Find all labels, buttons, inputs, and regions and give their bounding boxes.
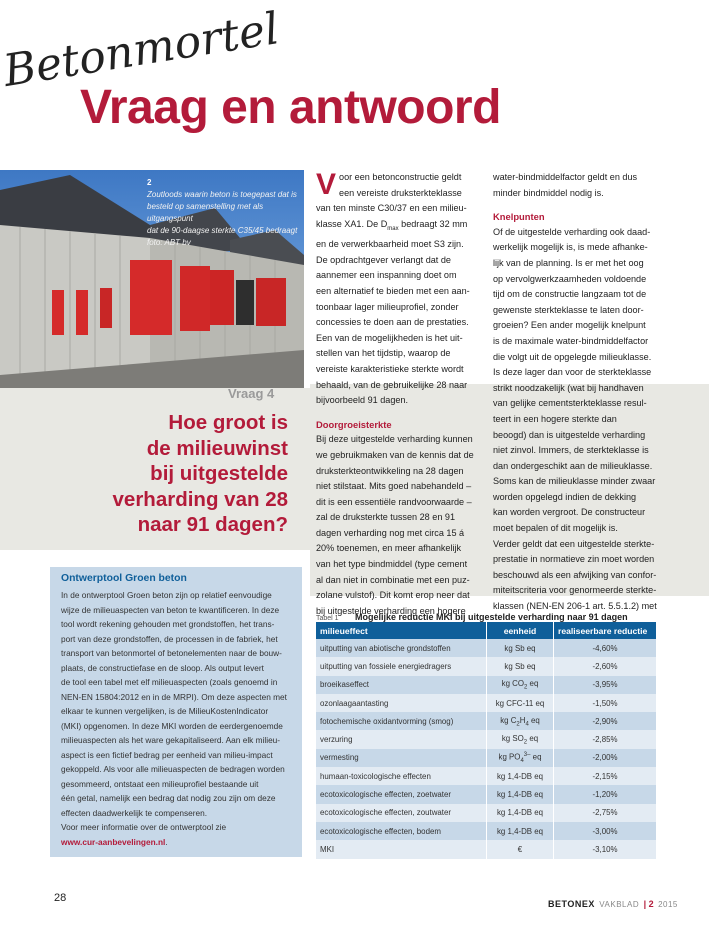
subhead-doorgroeisterkte: Doorgroeisterkte	[316, 418, 392, 430]
table-row: fotochemische oxidantvorming (smog) kg $C_2H_4$ eq -2,90%	[316, 712, 657, 730]
table-row: MKI € -3,10%	[316, 840, 657, 858]
article-column-1: V oor een betonconstructie geldt een vereiste druksterkteklasse van ten minste C30/37 en een milieu- klasse XA1. De $D_{max}$ bedraagt 32 mm en de verwerkbaarheid moet S3 zijn. De opdrachtgever verlangt dat de aannemer een inspanning doet om een alternatief te bieden met een aan- toonbaar lager milieuprofiel, zonder concessies te doen aan de prestaties. Een van de mogelijkheden is het uit- stellen van het tijdstip, waarop de vereiste karakteristieke sterkte wordt behaald, van de gebruikelijke 28 naar bijvoorbeeld 91 dagen. Doorgroeisterkte Bij deze uitgestelde verharding kunnen we gebruikmaken van de kennis dat de druksterkteontwikkeling na 28 dagen niet stilstaat. Mits goed nabehandeld – dit is een essentiële randvoorwaarde – zal de druksterkte tussen 28 en 91 dagen verharding nog met circa 15 á 20% toenemen, en meer afhankelijk van het type bindmiddel (type cement al dan niet in combinatie met een puz- zolane vulstof). Dit komt erop neer dat bij uitgestelde verharding een hogere	[316, 170, 484, 619]
table-title: Mogelijke reductie MKI bij uitgestelde verharding naar 91 dagen	[355, 612, 628, 622]
mki-table	[316, 622, 657, 859]
photo-caption: Zoutloods waarin beton is toegepast dat is besteld op samenstelling met als uitgangspunt dat de 90-daagse sterkte C35/45 bedraagt foto: ABT bv	[147, 190, 298, 247]
table-row: ozonlaagaantasting kg CFC-11 eq -1,50%	[316, 694, 657, 712]
table-row: humaan-toxicologische effecten kg 1,4-DB eq -2,15%	[316, 767, 657, 785]
table-row: uitputting van abiotische grondstoffen kg Sb eq -4,60%	[316, 639, 657, 657]
brand-logo: BETONEX	[548, 899, 595, 909]
table-row: verzuring kg $SO_2$ eq -2,85%	[316, 730, 657, 748]
question-label: Vraag 4	[228, 386, 275, 401]
page-title: Vraag en antwoord	[80, 81, 501, 134]
info-box-title: Ontwerptool Groen beton	[61, 573, 187, 584]
question-text: Hoe groot is de milieuwinst bij uitgestelde verharding van 28 naar 91 dagen?	[112, 411, 288, 536]
article-column-2: water-bindmiddelfactor geldt en dus minder bindmiddel nodig is. Knelpunten Of de uitgestelde verharding ook daad- werkelijk mogelijk is, is mede afhanke- lijk van de planning. Is er met het oog op vervolgwerkzaamheden voldoende tijd om de constructie langzaam tot de gewenste sterkteklasse te laten door- groeien? Een ander mogelijk knelpunt is de maximale water-bindmiddelfactor die volgt uit de opgelegde milieuklasse. Is deze lager dan voor de sterkteklasse strikt noodzakelijk (wat bij handhaven van gelijke cementsterkteklasse resul- teert in een hogere sterkte dan beoogd) dan is uitgestelde verharding niet zinvol. Immers, de sterkteklasse is dan ondergeschikt aan de milieuklasse. Soms kan de milieuklasse minder zwaar worden opgelegd indien de dekking kan worden vergroot. De constructeur moet bepalen of dit mogelijk is. Verder geldt dat een uitgestelde sterkte- prestatie in normatieve zin moet worden beschouwd als een afwijking van confor- miteitscriteria voor genormeerde sterkte- klassen (NEN-EN 206-1 art. 5.5.1.2) met	[493, 170, 663, 615]
info-box-text: In de ontwerptool Groen beton zijn op relatief eenvoudige wijze de milieuaspecten van beton te kwantificeren. In deze tool wordt rekening gehouden met grondstoffen, het trans- port van deze grondstoffen, de processen in de fabriek, het transport van betonmortel of betonelementen naar de bouw- plaats, de constructiefase en de sloop. Als output levert de tool een tabel met elf milieuaspecten (zoals genoemd in NEN-EN 15804:2012 en in de MRPI). Om deze aspecten met elkaar te kunnen vergelijken, is de MilieuKostenIndicator (MKI) opgenomen. In deze MKI worden de eerdergenoemde milieuaspecten als het ware gekapitaliseerd. Aan elk milieu- aspect is een fictief bedrag per eenheid van milieu-impact gekoppeld. Als voor alle milieuaspecten de bedragen worden gesommeerd, ontstaat een milieuprofiel bestaande uit één getal, namelijk een bedrag dat nodig zou zijn om deze effecten daadwerkelijk te compenseren. Voor meer informatie over de ontwerptool zie www.cur-aanbevelingen.nl.	[61, 590, 287, 847]
table-row: vermesting kg $PO_4^{3-}$ eq -2,00%	[316, 749, 657, 767]
table-row: broeikaseffect kg $CO_2$ eq -3,95%	[316, 676, 657, 694]
table-row: ecotoxicologische effecten, zoutwater kg 1,4-DB eq -2,75%	[316, 804, 657, 822]
table-row: ecotoxicologische effecten, bodem kg 1,4-DB eq -3,00%	[316, 822, 657, 840]
info-box-link[interactable]: www.cur-aanbevelingen.nl	[61, 836, 166, 847]
subhead-knelpunten: Knelpunten	[493, 211, 545, 223]
page-number: 28	[54, 892, 67, 904]
drop-cap: V	[316, 168, 337, 201]
table-header-reduction: realiseerbare reductie	[554, 622, 657, 639]
table-label: Tabel 1	[316, 615, 339, 622]
table-header-unit: eenheid	[487, 622, 554, 639]
table-row: ecotoxicologische effecten, zoetwater kg 1,4-DB eq -1,20%	[316, 785, 657, 803]
photo-caption-number: 2	[147, 178, 152, 187]
footer-brand: BETONEX VAKBLAD | 2 2015	[548, 899, 678, 909]
section-label: Betonmortel	[0, 3, 283, 97]
table-row: uitputting van fossiele energiedragers kg Sb eq -2,60%	[316, 657, 657, 675]
table-header-effect: milieueffect	[316, 622, 487, 639]
